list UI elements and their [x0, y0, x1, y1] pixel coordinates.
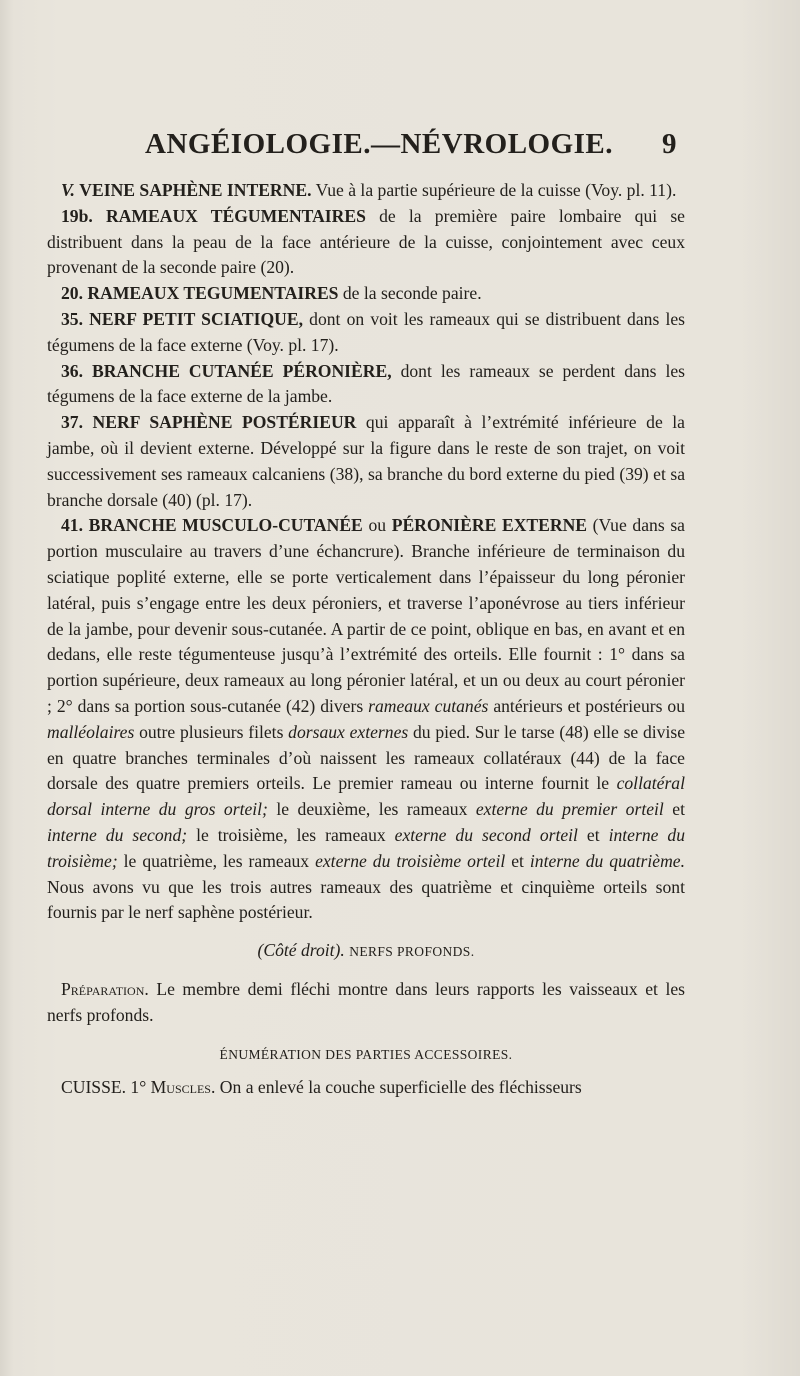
entry-text: Vue à la partie supérieure de la cuisse (Voy. pl. 11). [311, 180, 677, 200]
italic-term: interne du quatrième. [529, 850, 685, 871]
enumeration-heading [47, 1041, 685, 1068]
cuisse-label: CUISSE. [61, 1077, 127, 1098]
italic-term: externe du troisième orteil [315, 850, 506, 871]
preparation-paragraph [47, 977, 685, 1029]
entry-text: le deuxième, les rameaux [267, 799, 476, 820]
italic-term: collatéral dorsal interne du gros orteil; [47, 773, 685, 820]
entry-number: 20. [61, 283, 83, 304]
section-side: (Côté droit). [257, 940, 345, 961]
text-body [47, 178, 685, 1101]
entry-number: 41. [61, 515, 83, 536]
muscles-label: Muscles. [150, 1077, 216, 1098]
entry-branche-cutanee-peroniere [47, 359, 685, 411]
entry-heading-alt: PÉRONIÈRE EXTERNE [391, 515, 588, 536]
entry-number: V. [61, 180, 75, 200]
entry-text: ou [362, 515, 392, 536]
entry-nerf-petit-sciatique [47, 307, 685, 359]
entry-text: (Vue dans sa portion musculaire au travers d’une échancrure). Branche inférieure de terminaison du sciatique poplité externe, elle se porte verticalement dans l’épaisseur du long péronier latéral, puis s’engage entre les deux péroniers, et traverse l’aponévrose au tiers inférieur de la jambe, pour devenir sous-cutanée. A partir de ce point, oblique en bas, en avant et en dedans, elle reste tégumenteuse jusqu’à l’extrémité des orteils. Elle fournit : 1° dans sa portion supérieure, deux rameaux au long péronier latéral, et un ou deux au court péronier ; 2° dans sa portion sous-cutanée (42) divers [47, 515, 685, 716]
entry-text: et [663, 799, 685, 820]
page-number: 9 [662, 128, 677, 160]
italic-term: malléolaires [47, 721, 135, 742]
entry-text: dont on voit les rameaux qui se distribuent dans les tégumens de la face externe (Voy. pl. 17). [47, 308, 685, 355]
running-title: ANGÉIOLOGIE.—NÉVROLOGIE. [145, 128, 614, 160]
entry-text: dont les rameaux se perdent dans les tégumens de la face externe de la jambe. [47, 360, 685, 407]
section-title: NERFS PROFONDS. [349, 944, 475, 960]
entry-number: 19b. [61, 205, 93, 226]
italic-term: externe du premier orteil [475, 799, 664, 820]
entry-text: de la seconde paire. [338, 283, 482, 304]
cuisse-text: On a enlevé la couche superficielle des fléchisseurs [215, 1077, 582, 1098]
section-heading [47, 938, 685, 965]
entry-number: 37. [61, 412, 83, 433]
entry-text: et [505, 850, 530, 871]
entry-text: antérieurs et postérieurs ou [488, 695, 685, 716]
entry-number: 36. [61, 360, 83, 381]
italic-term: rameaux cutanés [368, 695, 489, 716]
entry-number: 35. [61, 308, 83, 329]
entry-veine-saphene-interne [47, 178, 685, 204]
entry-rameaux-tegumentaires-19b [47, 204, 685, 281]
cuisse-number: 1° [126, 1077, 151, 1098]
cuisse-paragraph [47, 1075, 685, 1101]
italic-term: dorsaux externes [288, 721, 409, 742]
entry-rameaux-tegumentaires-20 [47, 281, 685, 307]
entry-heading: NERF PETIT SCIATIQUE, [89, 308, 304, 329]
entry-text: et [577, 824, 609, 845]
running-header [0, 128, 800, 172]
entry-heading: NERF SAPHÈNE POSTÉRIEUR [92, 412, 357, 433]
entry-text: du pied. Sur le tarse (48) elle se divise en quatre branches terminales d’où naissent les rameaux collatéraux (44) de la face dorsale des quatre premiers orteils. Le premier rameau ou interne fournit le [47, 721, 686, 794]
entry-text: Nous avons vu que les trois autres rameaux des quatrième et cinquième orteils sont fournis par le nerf saphène postérieur. [47, 876, 685, 923]
italic-term: externe du second orteil [394, 824, 578, 845]
italic-term: interne du troisième; [47, 824, 685, 871]
italic-term: interne du second; [47, 824, 188, 845]
entry-text: le quatrième, les rameaux [117, 850, 316, 871]
entry-heading: BRANCHE CUTANÉE PÉRONIÈRE, [91, 360, 392, 381]
entry-heading: BRANCHE MUSCULO-CUTANÉE [88, 515, 363, 536]
enumeration-title: ÉNUMÉRATION DES PARTIES ACCESSOIRES. [219, 1046, 513, 1062]
entry-heading: VEINE SAPHÈNE INTERNE. [79, 180, 312, 200]
preparation-text: Le membre demi fléchi montre dans leurs rapports les vaisseaux et les nerfs profonds. [47, 978, 685, 1025]
entry-branche-musculo-cutanee [47, 513, 685, 926]
entry-heading: RAMEAUX TÉGUMENTAIRES [106, 205, 366, 226]
entry-text: de la première paire lombaire qui se distribuent dans la peau de la face antérieure de la cuisse, conjointement avec ceux provenant de la seconde paire (20). [47, 205, 685, 278]
entry-text: qui apparaît à l’extrémité inférieure de la jambe, où il devient externe. Développé sur la figure dans le reste de son trajet, on voit successivement ses rameaux calcaniens (38), sa branche du bord externe du pied (39) et sa branche dorsale (40) (pl. 17). [47, 412, 685, 510]
entry-text: outre plusieurs filets [134, 721, 289, 742]
entry-heading: RAMEAUX TEGUMENTAIRES [87, 283, 339, 304]
preparation-label: Préparation. [61, 978, 149, 999]
entry-nerf-saphene-posterieur [47, 410, 685, 513]
entry-text: le troisième, les rameaux [187, 824, 395, 845]
